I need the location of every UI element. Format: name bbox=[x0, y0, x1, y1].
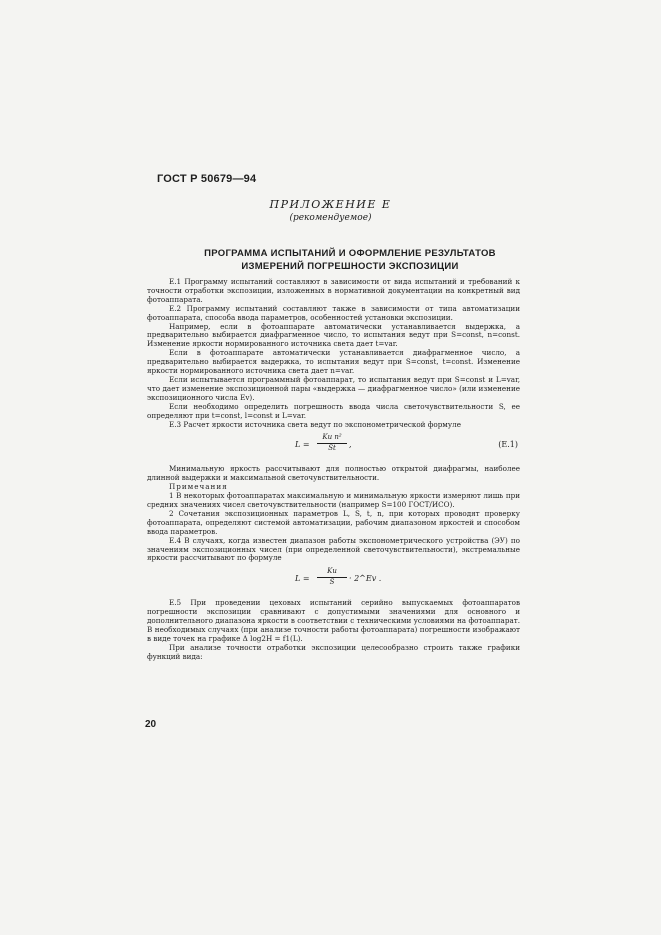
paragraph-min-brightness: Минимальную яркость рассчитывают для полностью открытой диафрагмы, наиболее длинной выдержки и максимальной светочувствительности. bbox=[147, 464, 520, 483]
paragraph-e1: Е.1 Программу испытаний составляют в зависимости от вида испытаний и требований к точности отработки экспозиции, изложенных в нормативной документации на конкретный вид фотоаппарата. bbox=[147, 277, 520, 304]
paragraph-e4: Е.4 В случаях, когда известен диапазон работы экспонометрического устройства (ЭУ) по значениям экспозиционных чисел (при определенной светочувствительности), экстремальные яркости рассчитывают по формуле bbox=[147, 535, 520, 563]
formula-e1-number: (Е.1) bbox=[498, 440, 518, 450]
document-code: ГОСТ Р 50679—94 bbox=[157, 173, 257, 185]
formula-e2-numerator: Kи bbox=[317, 567, 347, 578]
formula-e1 bbox=[147, 433, 520, 459]
note-2: 2 Сочетания экспозиционных параметров L, S, t, n, при которых проводят проверку фотоаппарата, определяют системой автоматизации, рабочим диапазоном яркостей и способом ввода параметров. bbox=[147, 508, 520, 536]
page-number: 20 bbox=[145, 719, 157, 730]
section-title-line2: ИЗМЕРЕНИЙ ПОГРЕШНОСТИ ЭКСПОЗИЦИИ bbox=[241, 261, 459, 272]
formula-e1-fraction bbox=[317, 433, 347, 453]
formula-e2-tail: · 2^Ev . bbox=[349, 574, 382, 584]
paragraph-example-4: Если необходимо определить погрешность ввода числа светочувствительности S, ее определяют при t=const, l=const и L=var. bbox=[147, 401, 520, 420]
paragraph-example-2: Если в фотоаппарате автоматически устанавливается диафрагменное число, а предварительно выбирается выдержка, то испытания ведут при S=const, t=const. Изменение яркости нормированного источника света дает n=var. bbox=[147, 348, 520, 376]
formula-e1-lhs: L = bbox=[295, 440, 310, 450]
appendix-title: ПРИЛОЖЕНИЕ Е bbox=[269, 198, 392, 211]
formula-e2 bbox=[147, 567, 520, 593]
formula-e1-numerator: Kи n² bbox=[317, 433, 347, 444]
formula-e1-denominator: St bbox=[328, 444, 336, 453]
notes-heading: Примечания bbox=[169, 482, 228, 492]
formula-e2-fraction bbox=[317, 567, 347, 587]
paragraph-e2: Е.2 Программу испытаний составляют также в зависимости от типа автоматизации фотоаппарата, способа ввода параметров, особенностей установки экспозиции. bbox=[147, 303, 520, 322]
paragraph-e5: Е.5 При проведении цеховых испытаний серийно выпускаемых фотоаппаратов погрешности экспозиции сравнивают с допустимыми значениями для основного и дополнительного диапазона яркости в соответствии с техническими условиями на фотоаппарат. В необходимых случаях (при анализе точности работы фотоаппарата) погрешности изображают в виде точек на графике Δ log2H = f1(L). bbox=[147, 598, 520, 643]
paragraph-e3: Е.3 Расчет яркости источника света ведут по экспонометрической формуле bbox=[169, 419, 461, 429]
document-body bbox=[147, 278, 520, 662]
formula-e1-tail: , bbox=[349, 440, 352, 450]
formula-e2-denominator: S bbox=[329, 578, 335, 587]
note-1: 1 В некоторых фотоаппаратах максимальную и минимальную яркости измеряют лишь при средних значениях чисел светочувствительности (например S=100 ГОСТ/ИСО). bbox=[147, 491, 520, 510]
paragraph-analysis: При анализе точности отработки экспозиции целесообразно строить также графики функций вида: bbox=[147, 642, 520, 661]
section-title-line1: ПРОГРАММА ИСПЫТАНИЙ И ОФОРМЛЕНИЕ РЕЗУЛЬТАТОВ bbox=[204, 248, 496, 259]
formula-e2-lhs: L = bbox=[295, 574, 310, 584]
paragraph-example-3: Если испытывается программный фотоаппарат, то испытания ведут при S=const и L=var, что дает изменение экспозиционной пары «выдержка — диафрагменное число» (или изменение экспозиционного числа Ev). bbox=[147, 374, 520, 402]
appendix-subtitle: (рекомендуемое) bbox=[289, 213, 372, 223]
paragraph-example-1: Например, если в фотоаппарате автоматически устанавливается выдержка, а предварительно выбирается диафрагменное число, то испытания ведут при S=const, n=const. Изменение яркости нормированного источника света дает t=var. bbox=[147, 321, 520, 349]
